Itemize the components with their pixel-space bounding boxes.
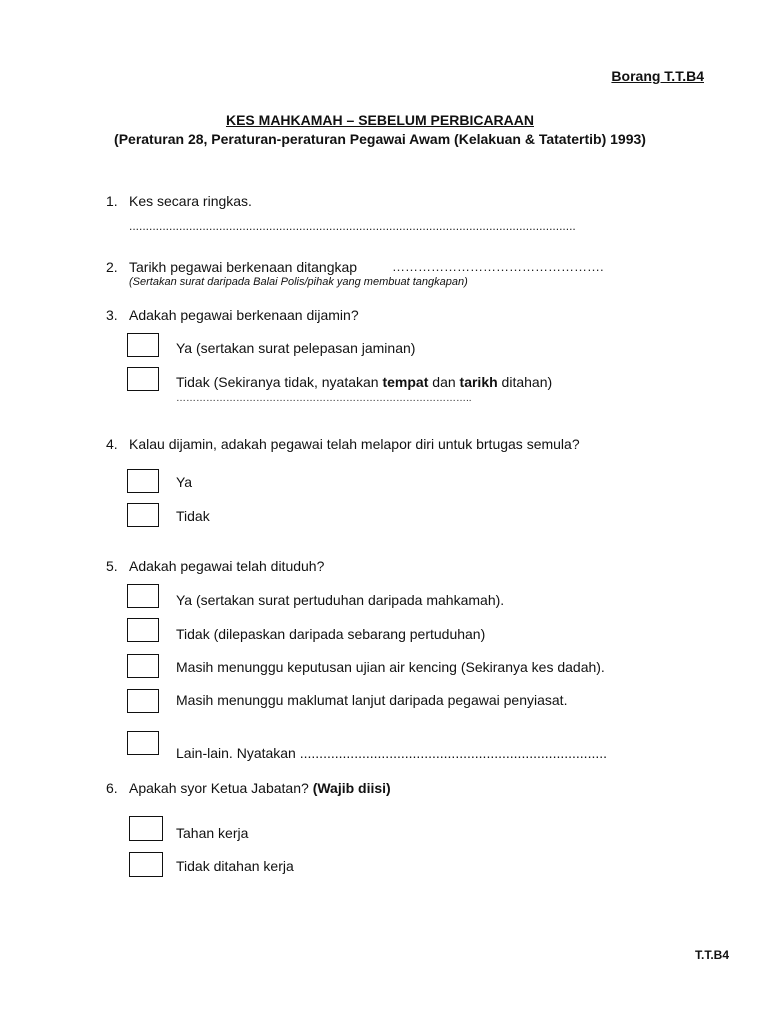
- q2-text: Tarikh pegawai berkenaan ditangkap: [129, 259, 358, 275]
- q6-option-checkbox[interactable]: [129, 816, 163, 841]
- q3-text: Adakah pegawai berkenaan dijamin?: [129, 307, 359, 323]
- q6-option-label: Tidak ditahan kerja: [176, 858, 294, 874]
- q3-no-label-date: tarikh: [459, 374, 498, 390]
- q2-note: (Sertakan surat daripada Balai Polis/pihak yang membuat tangkapan): [129, 276, 468, 288]
- q3-no-label-place: tempat: [382, 374, 429, 390]
- form-subtitle: (Peraturan 28, Peraturan-peraturan Pegawai Awam (Kelakuan & Tatatertib) 1993): [114, 131, 646, 147]
- q1-number: 1.: [106, 193, 118, 209]
- q3-no-checkbox[interactable]: [127, 367, 159, 391]
- q5-option-label: Masih menunggu maklumat lanjut daripada pegawai penyiasat.: [176, 692, 568, 708]
- q5-option-checkbox[interactable]: [127, 584, 159, 608]
- q5-option-label: Ya (sertakan surat pertuduhan daripada mahkamah).: [176, 592, 505, 608]
- q6-text-mandatory: (Wajib diisi): [312, 780, 391, 796]
- q1-text: Kes secara ringkas.: [129, 193, 252, 209]
- q6-number: 6.: [106, 780, 118, 796]
- q4-yes-checkbox[interactable]: [127, 469, 159, 493]
- q3-yes-label: Ya (sertakan surat pelepasan jaminan): [176, 340, 416, 356]
- q3-no-answer-line[interactable]: ……………………………………………………………………………..: [176, 393, 472, 404]
- q6-text: [129, 780, 391, 796]
- q4-no-label: Tidak: [176, 508, 210, 524]
- q6-option-checkbox[interactable]: [129, 852, 163, 877]
- q5-option-checkbox[interactable]: [127, 731, 159, 755]
- q3-yes-checkbox[interactable]: [127, 333, 159, 357]
- q1-answer-line[interactable]: ......................................................................................................................................: [129, 219, 576, 233]
- q2-number: 2.: [106, 259, 118, 275]
- footer-form-code: T.T.B4: [694, 948, 729, 962]
- q3-no-label-part1: Tidak (Sekiranya tidak, nyatakan: [176, 374, 383, 390]
- form-title: KES MAHKAMAH – SEBELUM PERBICARAAN: [225, 112, 534, 128]
- q4-no-checkbox[interactable]: [127, 503, 159, 527]
- q3-no-label-part3: ditahan): [497, 374, 553, 390]
- q6-text-main: Apakah syor Ketua Jabatan?: [129, 780, 313, 796]
- q5-option-label: Lain-lain. Nyatakan ...............................................................................: [176, 745, 608, 761]
- q5-option-checkbox[interactable]: [127, 689, 159, 713]
- q4-yes-label: Ya: [176, 474, 193, 490]
- q5-number: 5.: [106, 558, 118, 574]
- q5-option-label: Masih menunggu keputusan ujian air kencing (Sekiranya kes dadah).: [176, 659, 605, 675]
- q5-option-label: Tidak (dilepaskan daripada sebarang pertuduhan): [176, 626, 486, 642]
- q4-number: 4.: [106, 436, 118, 452]
- q3-no-label: [176, 374, 552, 390]
- q3-number: 3.: [106, 307, 118, 323]
- q6-option-label: Tahan kerja: [176, 825, 249, 841]
- q3-no-label-part2: dan: [428, 374, 460, 390]
- q4-text: Kalau dijamin, adakah pegawai telah melapor diri untuk brtugas semula?: [129, 436, 580, 452]
- q2-answer-line[interactable]: ………………………………………….: [392, 259, 604, 274]
- q5-option-checkbox[interactable]: [127, 618, 159, 642]
- q5-option-checkbox[interactable]: [127, 654, 159, 678]
- form-code: Borang T.T.B4: [611, 68, 704, 84]
- q5-text: Adakah pegawai telah dituduh?: [129, 558, 325, 574]
